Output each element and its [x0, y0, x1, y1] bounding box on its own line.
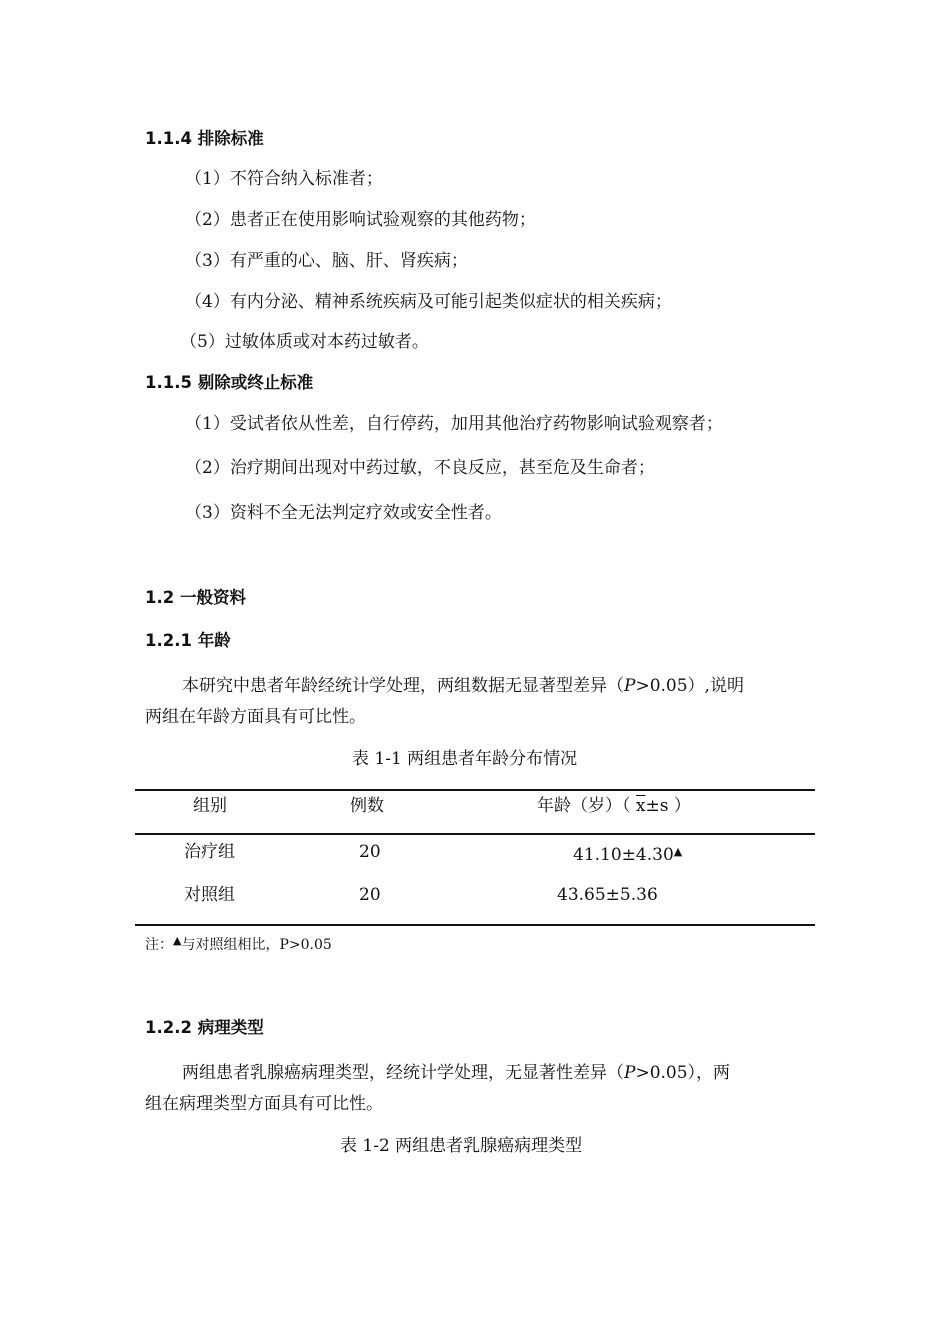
section-heading-1-2-1: 1.2.1 年龄 — [145, 631, 231, 650]
row-treatment-age — [573, 841, 682, 866]
age-paragraph-text-a: 本研究中患者年龄经统计学处理，两组数据无显著型差异（ — [182, 676, 624, 696]
p-value-symbol-2: P — [624, 1063, 636, 1083]
pathology-paragraph-line-1 — [182, 1062, 730, 1084]
pathology-paragraph-line-2: 组在病理类型方面具有可比性。 — [145, 1094, 383, 1114]
section-heading-1-2: 1.2 一般资料 — [145, 588, 246, 607]
table-bottom-rule — [135, 924, 815, 926]
triangle-marker-icon: ▲ — [673, 845, 683, 858]
table-header-rule — [135, 833, 815, 835]
header-age-label: 年龄（岁）（ — [537, 796, 636, 816]
exclusion-item-2: （2）患者正在使用影响试验观察的其他药物； — [185, 210, 536, 230]
table-1-1-note — [145, 930, 332, 956]
exclusion-item-1: （1）不符合纳入标准者； — [185, 169, 383, 189]
exclusion-item-3: （3）有严重的心、脑、肝、肾疾病； — [185, 251, 468, 271]
header-age-xbar: $\overline{x}$ — [635, 796, 646, 816]
section-heading-1-2-2: 1.2.2 病理类型 — [145, 1018, 264, 1037]
note-text: 与对照组相比，P>0.05 — [181, 937, 332, 953]
note-triangle-icon: ▲ — [173, 934, 182, 947]
header-age — [537, 795, 691, 817]
header-group: 组别 — [193, 796, 227, 816]
table-1-1-caption: 表 1-1 两组患者年龄分布情况 — [352, 749, 578, 769]
p-value-symbol: P — [624, 676, 636, 696]
section-heading-1-1-4: 1.1.4 排除标准 — [145, 129, 264, 148]
pathology-paragraph-text-a: 两组患者乳腺癌病理类型，经统计学处理，无显著性差异（ — [182, 1063, 624, 1083]
age-paragraph-line-2: 两组在年龄方面具有可比性。 — [145, 707, 366, 727]
row-control-count: 20 — [359, 885, 381, 905]
note-prefix: 注： — [145, 937, 173, 953]
withdrawal-item-1: （1）受试者依从性差，自行停药，加用其他治疗药物影响试验观察者； — [185, 414, 723, 434]
row-treatment-age-value: 41.10±4.30 — [573, 845, 674, 865]
row-treatment-count: 20 — [359, 842, 381, 862]
row-control-group: 对照组 — [184, 885, 235, 905]
withdrawal-item-3: （3）资料不全无法判定疗效或安全性者。 — [185, 503, 502, 523]
pathology-paragraph-text-b: >0.05），两 — [635, 1063, 731, 1083]
table-top-rule — [135, 789, 815, 791]
table-1-2-caption: 表 1-2 两组患者乳腺癌病理类型 — [340, 1136, 583, 1156]
section-heading-1-1-5: 1.1.5 剔除或终止标准 — [145, 373, 314, 392]
header-count: 例数 — [350, 796, 384, 816]
exclusion-item-4: （4）有内分泌、精神系统疾病及可能引起类似症状的相关疾病； — [185, 292, 672, 312]
age-paragraph-text-b: >0.05）,说明 — [635, 676, 744, 696]
row-treatment-group: 治疗组 — [184, 842, 235, 862]
withdrawal-item-2: （2）治疗期间出现对中药过敏，不良反应，甚至危及生命者； — [185, 458, 655, 478]
header-age-sd: ±s ） — [645, 796, 691, 816]
exclusion-item-5: （5）过敏体质或对本药过敏者。 — [180, 332, 429, 352]
row-control-age: 43.65±5.36 — [557, 885, 658, 905]
age-paragraph-line-1 — [182, 675, 744, 697]
